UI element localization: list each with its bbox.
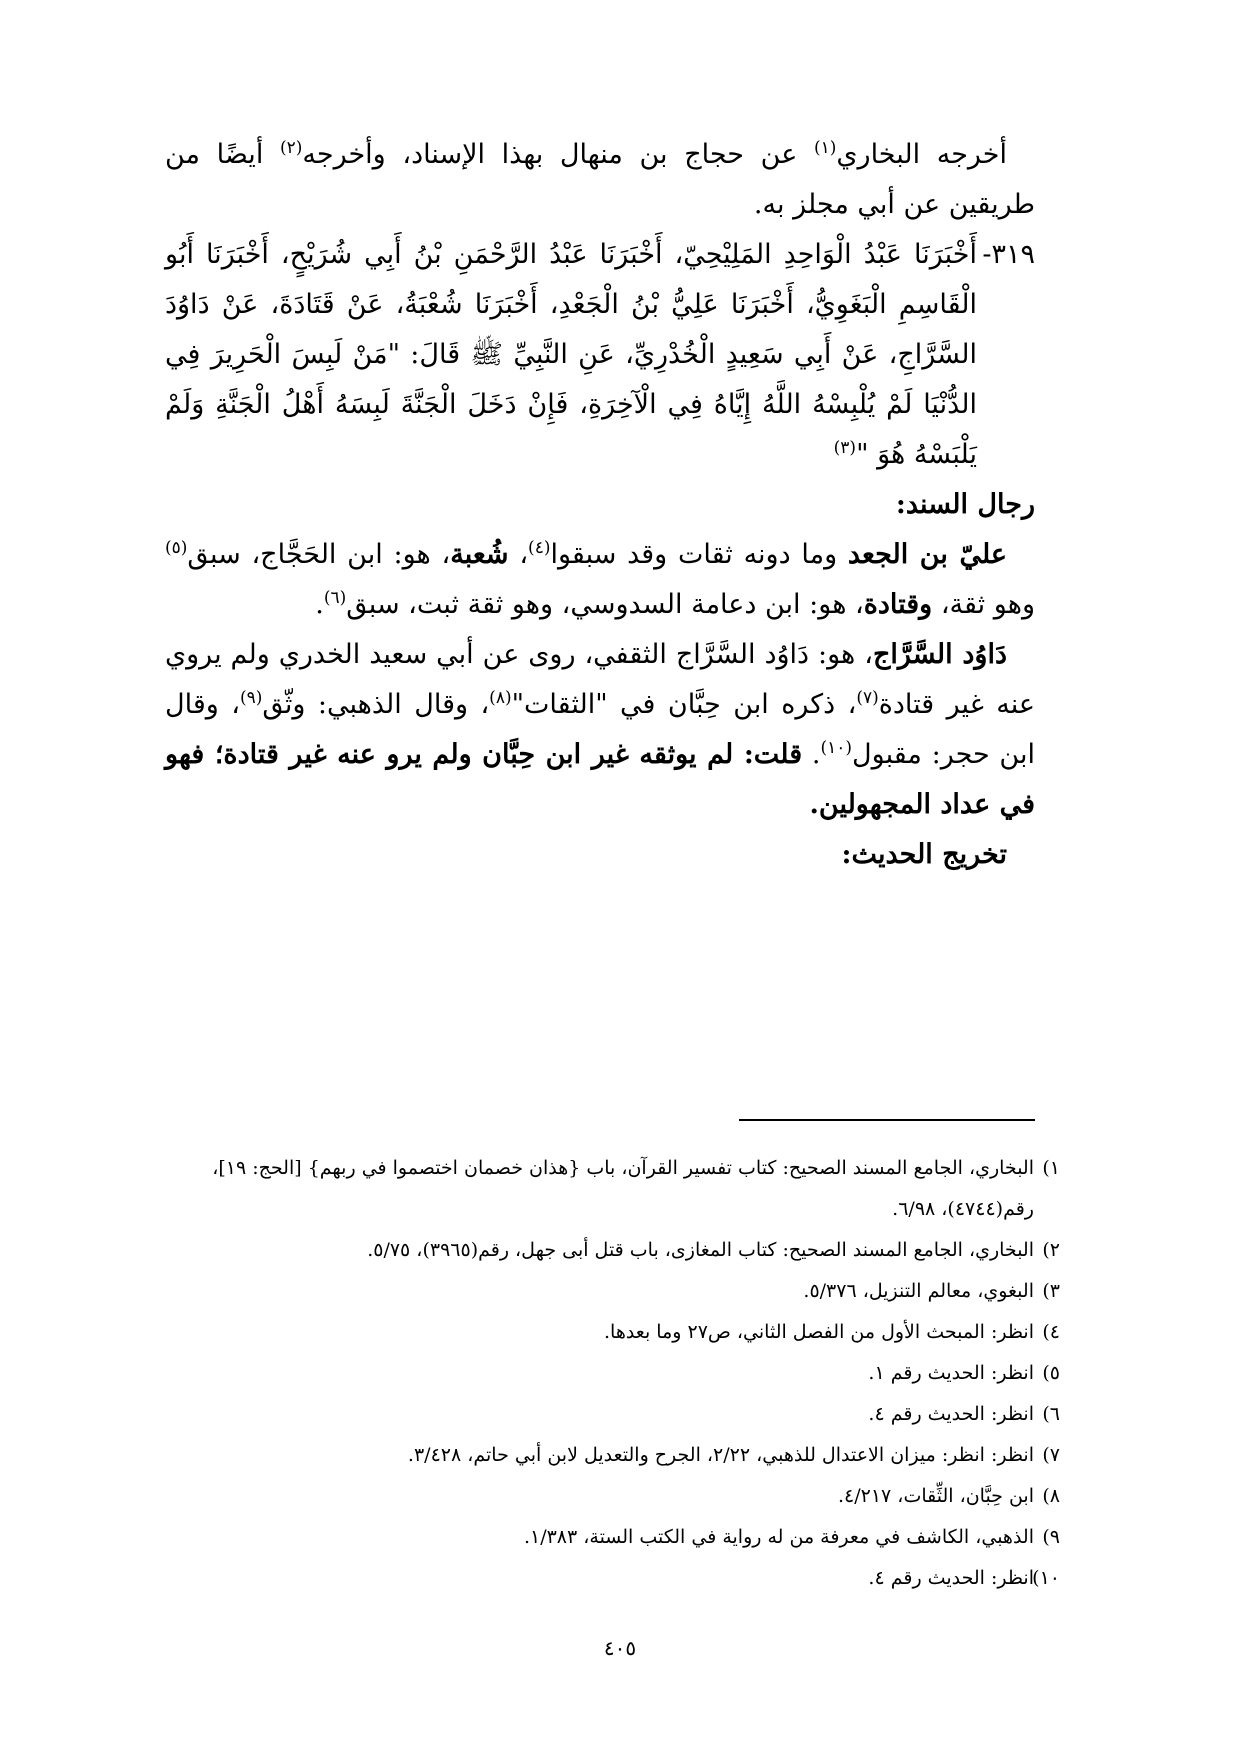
- text-segment: ، ذكره ابن حِبَّان في "الثقات": [511, 689, 857, 720]
- footnote-ref-1[interactable]: (١): [813, 138, 837, 158]
- footnote-text: البخاري، الجامع المسند الصحيح: كتاب تفسير القرآن، باب {هذان خصمان اختصموا في ربهم} [الحج: ١٩]، رقم(٤٧٤٤)، ٦/٩٨.: [212, 1157, 1034, 1220]
- footnote-ref-3[interactable]: (٣): [833, 438, 857, 458]
- footnote-text: انظر: الحديث رقم ١.: [868, 1362, 1034, 1384]
- section-heading-takhrij: تخريج الحديث:: [841, 839, 1007, 870]
- footnote-item: [160, 1435, 1060, 1476]
- text-segment: وما دونه ثقات وقد سبقوا: [550, 539, 848, 570]
- author-verdict: قلت: لم يوثقه غير ابن حِبَّان ولم يرو عنه غير قتادة؛ فهو في عداد المجهولين.: [165, 739, 1035, 820]
- footnote-number: ٦): [1042, 1403, 1060, 1425]
- paragraph-dawud-assarraj: [165, 630, 1035, 830]
- footnote-number: ١): [1042, 1157, 1060, 1179]
- narrator-name: شُعبة: [450, 539, 509, 570]
- text-segment: ،: [508, 539, 529, 570]
- footnote-text: البغوي، معالم التنزيل، ٥/٣٧٦.: [803, 1280, 1034, 1302]
- footnote-ref-10[interactable]: (١٠): [820, 738, 853, 758]
- text-segment: ، هو: ابن الحَجَّاج، سبق: [187, 539, 451, 570]
- footnote-text: البخاري، الجامع المسند الصحيح: كتاب المغازى، باب قتل أبى جهل، رقم(٣٩٦٥)، ٥/٧٥.: [367, 1239, 1034, 1261]
- footnote-number: ٢): [1042, 1239, 1060, 1261]
- hadith-text: [165, 230, 1035, 480]
- footnote-item: [160, 1517, 1060, 1558]
- footnote-text: الذهبي، الكاشف في معرفة من له رواية في الكتب الستة، ١/٣٨٣.: [523, 1526, 1034, 1548]
- footnote-number: ٩): [1042, 1526, 1060, 1548]
- text-segment: ، وقال الذهبي: وثّق: [262, 689, 490, 720]
- text-segment: عن حجاج بن منهال بهذا الإسناد، وأخرجه: [302, 139, 814, 170]
- footnote-number: ٥): [1042, 1362, 1060, 1384]
- footnote-item: [160, 1271, 1060, 1312]
- footnote-ref-5[interactable]: (٥): [165, 538, 188, 558]
- footnote-number: ٤): [1042, 1321, 1060, 1343]
- text-segment: .: [315, 589, 324, 620]
- footnote-item: [160, 1476, 1060, 1517]
- footnote-number: ١٠): [1032, 1567, 1060, 1589]
- footnote-ref-6[interactable]: (٦): [323, 588, 347, 608]
- footnote-item: [160, 1312, 1060, 1353]
- footnotes-list: [160, 1148, 1060, 1599]
- footnote-item: [160, 1148, 1060, 1230]
- narrator-name: وقتادة: [863, 589, 933, 620]
- narrator-name: عليّ بن الجعد: [847, 539, 1008, 570]
- footnote-text: انظر: انظر: ميزان الاعتدال للذهبي، ٢/٢٢، الجرح والتعديل لابن أبي حاتم، ٣/٤٢٨.: [407, 1444, 1034, 1466]
- footnote-ref-9[interactable]: (٩): [239, 688, 263, 708]
- text-segment: أخرجه البخاري: [836, 139, 1008, 170]
- footnote-number: ٨): [1042, 1485, 1060, 1507]
- paragraph-narrators: [165, 530, 1035, 630]
- section-heading-narrators: رجال السند:: [895, 489, 1035, 520]
- text-segment: ، وقال ابن حجر: مقبول: [165, 689, 1036, 770]
- footnote-item: [160, 1230, 1060, 1271]
- footnote-text: ابن حِبَّان، الثِّقات، ٤/٢١٧.: [837, 1485, 1034, 1507]
- footnote-item: [160, 1394, 1060, 1435]
- hadith-body: أَخْبَرَنَا عَبْدُ الْوَاحِدِ المَلِيْحِيّ، أَخْبَرَنَا عَبْدُ الرَّحْمَنِ بْنُ أَبِي شُرَيْحٍ، أَخْبَرَنَا أَبُو الْقَاسِمِ الْبَغَوِيُّ، أَخْبَرَنَا عَلِيُّ بْنُ الْجَعْدِ، أَخْبَرَنَا شُعْبَةُ، عَنْ قَتَادَةَ، عَنْ دَاوُدَ السَّرَّاجِ، عَنْ أَبِي سَعِيدٍ الْخُدْرِيِّ، عَنِ النَّبِيِّ ﷺ قَالَ: "مَنْ لَبِسَ الْحَرِيرَ فِي الدُّنْيَا لَمْ يُلْبِسْهُ اللَّهُ إِيَّاهُ فِي الْآخِرَةِ، فَإِنْ دَخَلَ الْجَنَّةَ لَبِسَهُ أَهْلُ الْجَنَّةِ وَلَمْ يَلْبَسْهُ هُوَ ": [165, 239, 977, 470]
- text-segment: وهو ثقة،: [932, 589, 1035, 620]
- footnote-item: [160, 1353, 1060, 1394]
- footnote-separator: [739, 1119, 1035, 1121]
- footnote-text: انظر: المبحث الأول من الفصل الثاني، ص٢٧ وما بعدها.: [603, 1321, 1034, 1343]
- hadith-number: ٣١٩-: [982, 239, 1035, 270]
- footnote-item: [160, 1558, 1060, 1599]
- footnote-ref-2[interactable]: (٢): [279, 138, 303, 158]
- footnote-text: انظر: الحديث رقم ٤.: [868, 1403, 1034, 1425]
- text-segment: ، هو: ابن دعامة السدوسي، وهو ثقة ثبت، سبق: [346, 589, 864, 620]
- footnote-text: انظر: الحديث رقم ٤.: [868, 1567, 1034, 1589]
- footnote-number: ٧): [1042, 1444, 1060, 1466]
- text-segment: ، هو: دَاوُد السَّرَّاج الثقفي، روى عن أبي سعيد الخدري ولم يروي عنه غير قتادة: [165, 639, 1036, 720]
- page-number: ٤٠٥: [603, 1636, 637, 1660]
- footnote-ref-8[interactable]: (٨): [489, 688, 512, 708]
- main-text-body: [165, 130, 1035, 880]
- footnote-ref-7[interactable]: (٧): [856, 688, 879, 708]
- narrator-name: دَاوُد السَّرَّاج: [872, 639, 1007, 670]
- paragraph-takhrij-previous: [165, 130, 1035, 230]
- footnote-number: ٣): [1042, 1280, 1060, 1302]
- text-segment: .: [802, 739, 821, 770]
- text-segment: أيضًا من طريقين عن أبي مجلز به.: [165, 139, 1035, 220]
- footnote-ref-4[interactable]: (٤): [528, 538, 551, 558]
